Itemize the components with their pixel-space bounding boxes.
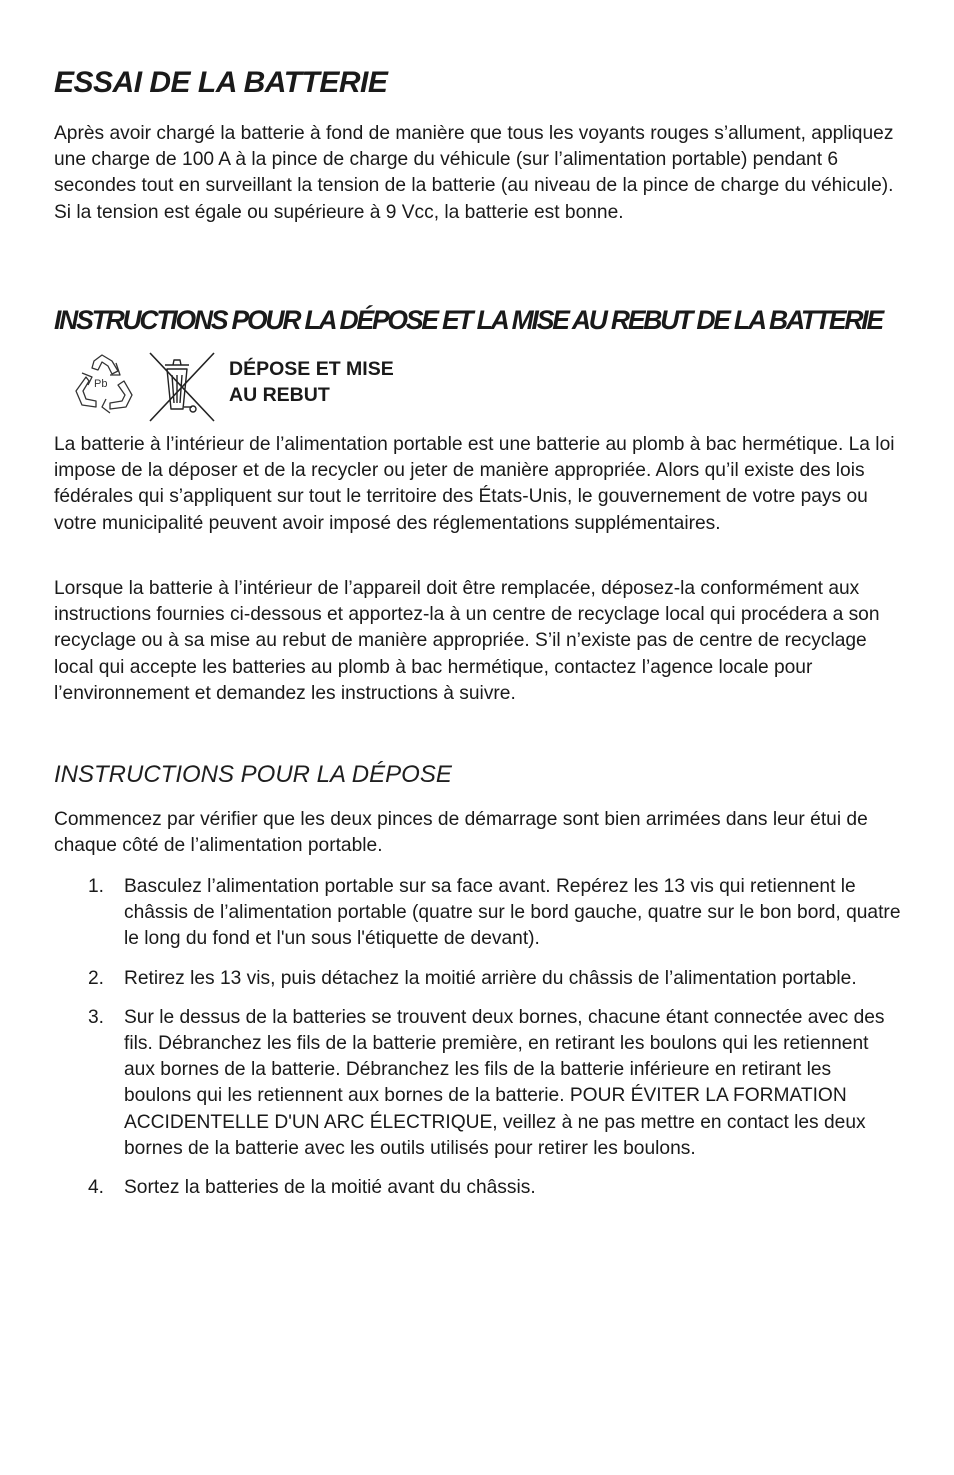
svg-text:Pb: Pb [94,378,108,390]
section-title-removal-disposal: INSTRUCTIONS POUR LA DÉPOSE ET LA MISE AU REBUT DE LA BATTERIE [54,305,882,335]
step-text: Retirez les 13 vis, puis détachez la moitié arrière du châssis de l’alimentation portable. [124,967,857,989]
removal-intro-paragraph: Commencez par vérifier que les deux pinces de démarrage sont bien arrimées dans leur étui de chaque côté de l’alimentation portable. [54,809,868,857]
step-text: Basculez l’alimentation portable sur sa face avant. Repérez les 13 vis qui retiennent le châssis de l’alimentation portable (quatre sur le bord gauche, quatre sur le bon bord, quatre le long du fond et l'un sous l'étiquette de devant). [124,876,901,950]
step-number: 3. [88,1006,105,1028]
step-number: 4. [88,1177,105,1199]
disposal-paragraph-2: Lorsque la batterie à l’intérieur de l’appareil doit être remplacée, déposez-la conformément aux instructions fournies ci-dessous et apportez-la à un centre de recyclage local qui procédera a son recyclage ou à sa mise au rebut de manière appropriée. S’il n’existe pas de centre de recyclage local qui accepte les batteries au plomb à bac hermétique, contactez l’agence locale pour l’environnement et demandez les instructions à suivre. [54,578,880,704]
crossed-bin-icon [72,351,220,423]
removal-steps-list [54,874,902,1214]
list-item [54,874,902,953]
disposal-paragraph-1: La batterie à l’intérieur de l’alimentation portable est une batterie au plomb à bac hermétique. La loi impose de la déposer et de la recycler ou jeter de manière appropriée. Alors qu’il existe des lois fédérales qui s’appliquent sur tout le territoire des États-Unis, le gouvernement de votre pays ou votre municipalité peuvent avoir imposé des réglementations supplémentaires. [54,434,895,534]
step-text: Sur le dessus de la batteries se trouvent deux bornes, chacune étant connectée avec des fils. Débranchez les fils de la batterie première, en retirant les boulons qui les retiennent aux bornes de la batterie. Débranchez les fils de la batterie inférieure en retirant les boulons qui les retiennent aux bornes de la batterie. POUR ÉVITER LA FORMATION ACCIDENTELLE D'UN ARC ÉLECTRIQUE, veillez à ne pas mettre en contact les deux bornes de la batterie avec les outils utilisés pour retirer les boulons. [124,1006,885,1159]
disposal-icons [72,351,220,423]
step-number: 1. [88,876,105,897]
list-item [54,966,902,992]
disposal-label-line2: AU REBUT [229,384,330,406]
disposal-label-line1: DÉPOSE ET MISE [229,358,394,380]
list-item [54,1005,902,1162]
step-number: 2. [88,967,105,989]
step-text: Sortez la batteries de la moitié avant du châssis. [124,1177,536,1199]
section-title-removal-instructions: INSTRUCTIONS POUR LA DÉPOSE [54,761,452,788]
battery-test-paragraph: Après avoir chargé la batterie à fond de manière que tous les voyants rouges s’allument, appliquez une charge de 100 A à la pince de charge du véhicule (sur l’alimentation portable) pendant 6 secondes tout en surveillant la tension de la batterie (au niveau de la pince de charge du véhicule). Si la tension est égale ou supérieure à 9 Vcc, la batterie est bonne. [54,123,894,223]
list-item [54,1175,902,1201]
section-title-battery-test: ESSAI DE LA BATTERIE [54,66,388,99]
disposal-label [229,356,394,408]
